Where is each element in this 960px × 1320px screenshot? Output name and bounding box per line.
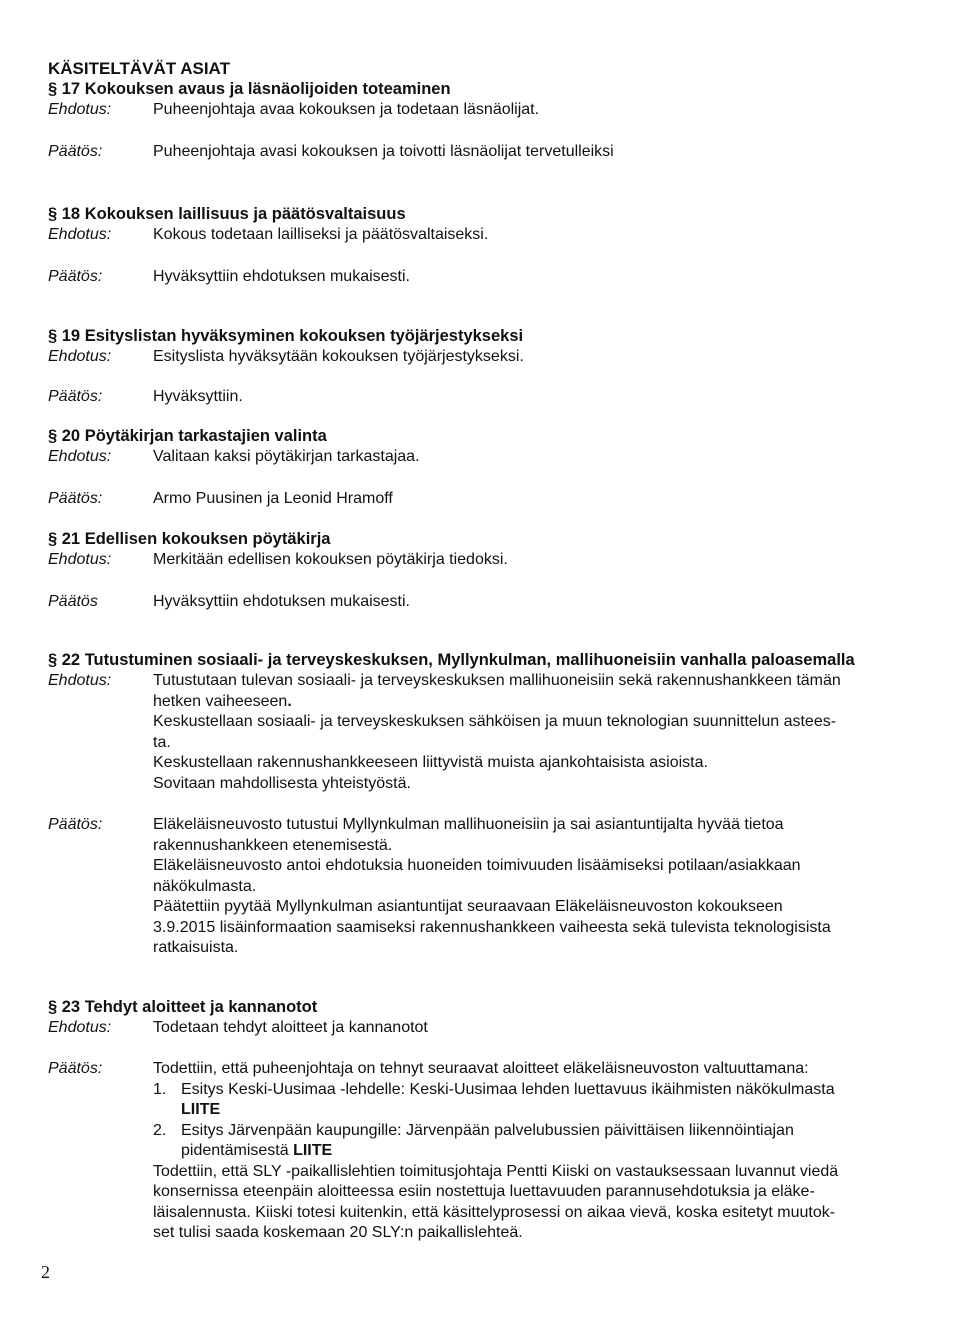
text-line: Keskustellaan rakennushankkeeseen liittyvistä muista ajankohtaisista asioista. [153,754,708,771]
decision-text: Hyväksyttiin ehdotuksen mukaisesti. [153,592,410,610]
text-line: Todettiin, että SLY -paikallislehtien toimitusjohtaja Pentti Kiiski on vastauksessaan luvannut viedä [153,1162,839,1180]
document-page [48,58,928,1244]
decision-row [48,267,928,288]
list-number: 2. [153,1121,167,1139]
text-span: . [287,692,292,710]
section-19 [48,326,928,407]
proposal-text: Esityslista hyväksytään kokouksen työjärjestykseksi. [153,348,524,365]
proposal-label: Ehdotus: [48,226,112,243]
proposal-text: Kokous todetaan lailliseksi ja päätösvaltaiseksi. [153,226,489,243]
text-line [153,692,915,713]
decision-text: Puheenjohtaja avasi kokouksen ja toivotti läsnäolijat tervetulleiksi [153,142,614,160]
text-line: 3.9.2015 lisäinformaation saamiseksi rakennushankkeen vaiheesta sekä tulevista teknologisista [153,918,831,936]
attachment-label: LIITE [293,1142,333,1159]
text-line: Tutustutaan tulevan sosiaali- ja terveyskeskuksen mallihuoneisiin sekä rakennushankkeen tämän [153,672,841,689]
section-title: § 19 Esityslistan hyväksyminen kokouksen työjärjestykseksi [48,327,524,345]
proposal-row [48,447,928,468]
proposal-label: Ehdotus: [48,1018,112,1036]
section-title: § 17 Kokouksen avaus ja läsnäolijoiden toteaminen [48,80,451,98]
text-span: hetken vaiheeseen [153,692,288,710]
section-18 [48,204,928,287]
section-title: § 20 Pöytäkirjan tarkastajien valinta [48,427,327,445]
decision-row [48,1059,928,1244]
decision-label: Päätös: [48,1060,103,1077]
text-line: Todettiin, että puheenjohtaja on tehnyt seuraavat aloitteet eläkeläisneuvoston valtuuttamana: [153,1060,809,1077]
decision-label: Päätös: [48,489,103,507]
initiative-list [153,1080,915,1162]
decision-row [48,387,928,408]
proposal-label: Ehdotus: [48,348,112,365]
list-item [153,1121,915,1162]
decision-label: Päätös: [48,816,103,833]
list-item [153,1080,915,1121]
decision-label: Päätös: [48,267,103,285]
decision-label: Päätös: [48,142,103,160]
text-line: näkökulmasta. [153,877,257,895]
proposal-row [48,100,928,121]
decision-row [48,489,928,510]
decision-label: Päätös [48,592,98,610]
list-item-text [181,1080,915,1121]
text-span: Esitys Järvenpään kaupungille: Järvenpään palvelubussien päivittäisen liikennöintiajan [181,1121,794,1139]
page-number: 2 [41,1262,50,1282]
section-22 [48,650,928,959]
decision-row [48,142,928,163]
proposal-text: Valitaan kaksi pöytäkirjan tarkastajaa. [153,448,420,465]
decision-row [48,815,928,959]
proposal-row [48,671,928,794]
decision-text: Armo Puusinen ja Leonid Hramoff [153,489,393,507]
proposal-row [48,550,928,571]
text-line: Sovitaan mahdollisesta yhteistyöstä. [153,774,411,792]
text-line: läisalennusta. Kiiski totesi kuitenkin, että käsittelyprosessi on aikaa vievä, koska esitetyt muutok- [153,1203,836,1221]
proposal-label: Ehdotus: [48,101,112,118]
decision-text [153,815,915,959]
decision-text: Hyväksyttiin. [153,387,243,405]
text-line: Eläkeläisneuvosto antoi ehdotuksia huoneiden toimivuuden lisäämiseksi potilaan/asiakkaan [153,857,801,874]
proposal-text [153,671,915,794]
text-line: set tulisi saada koskemaan 20 SLY:n paikallislehteä. [153,1224,523,1241]
text-line: rakennushankkeen etenemisestä. [153,836,393,854]
section-21 [48,529,928,612]
decision-label: Päätös: [48,387,103,405]
section-title: § 23 Tehdyt aloitteet ja kannanotot [48,997,318,1016]
proposal-label: Ehdotus: [48,448,112,465]
proposal-label: Ehdotus: [48,551,112,568]
section-17 [48,79,928,162]
proposal-text: Merkitään edellisen kokouksen pöytäkirja tiedoksi. [153,551,508,568]
proposal-row [48,1018,928,1039]
proposal-text: Puheenjohtaja avaa kokouksen ja todetaan läsnäolijat. [153,101,540,118]
section-20 [48,426,928,509]
decision-text [153,1059,915,1244]
list-number: 1. [153,1080,167,1098]
section-title: § 22 Tutustuminen sosiaali- ja terveyskeskuksen, Myllynkulman, mallihuoneisiin vanhalla paloasemalla [48,651,855,669]
attachment-label: LIITE [181,1101,221,1118]
proposal-row [48,225,928,246]
text-line: Päätettiin pyytää Myllynkulman asiantuntijat seuraavaan Eläkeläisneuvoston kokoukseen [153,898,783,915]
text-line: Keskustellaan sosiaali- ja terveyskeskuksen sähköisen ja muun teknologian suunnittelun astees- [153,713,837,730]
section-23 [48,997,928,1244]
proposal-text: Todetaan tehdyt aloitteet ja kannanotot [153,1018,428,1036]
text-line: ratkaisuista. [153,939,239,956]
section-title: § 21 Edellisen kokouksen pöytäkirja [48,530,331,548]
list-item-text [181,1121,915,1162]
page-heading: KÄSITELTÄVÄT ASIAT [48,59,230,78]
text-line: Eläkeläisneuvosto tutustui Myllynkulman mallihuoneisiin ja sai asiantuntijalta hyvää tietoa [153,816,784,833]
proposal-row [48,347,928,368]
section-title: § 18 Kokouksen laillisuus ja päätösvaltaisuus [48,205,406,223]
text-line: konsernissa eteenpäin aloitteessa esiin nostettuja luettavuuden parannusehdotuksia ja eläke- [153,1183,815,1200]
proposal-label: Ehdotus: [48,672,112,689]
decision-text: Hyväksyttiin ehdotuksen mukaisesti. [153,267,410,285]
text-line: ta. [153,733,171,751]
decision-row [48,592,928,613]
text-span: pidentämisestä [181,1142,289,1159]
text-span: Esitys Keski-Uusimaa -lehdelle: Keski-Uusimaa lehden luettavuus ikäihmisten näkökulmasta [181,1080,835,1098]
